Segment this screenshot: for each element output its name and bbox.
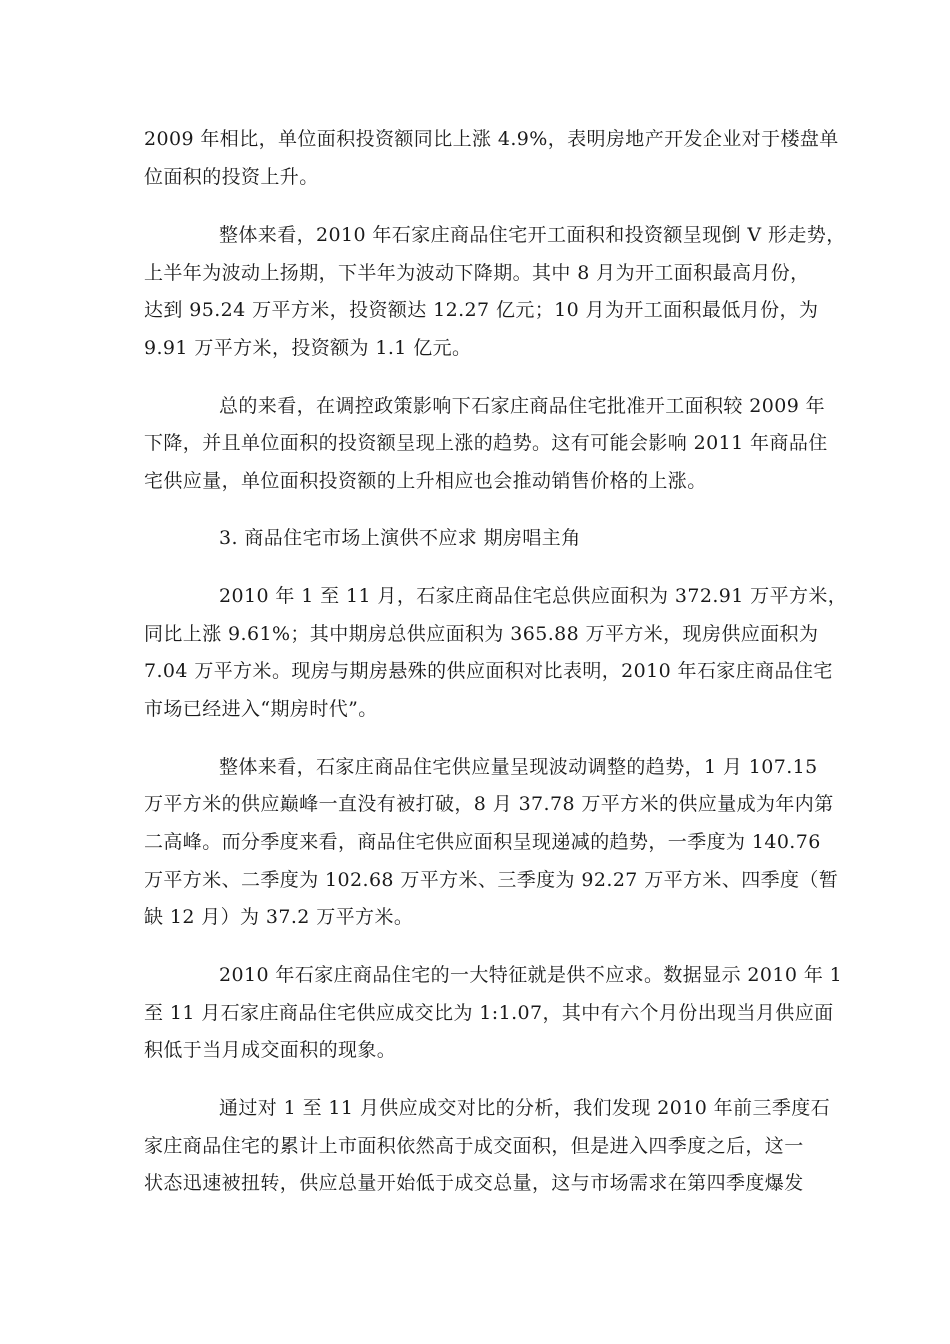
paragraph-7-line-2: 家庄商品住宅的累计上市面积依然高于成交面积，但是进入四季度之后，这一 xyxy=(144,1135,804,1157)
paragraph-7-line-3: 状态迅速被扭转，供应总量开始低于成交总量，这与市场需求在第四季度爆发 xyxy=(144,1172,804,1194)
paragraph-5-line-1: 整体来看，石家庄商品住宅供应量呈现波动调整的趋势，1 月 107.15 xyxy=(219,756,818,778)
paragraph-5-line-4: 万平方米、二季度为 102.68 万平方米、三季度为 92.27 万平方米、四季度（暂 xyxy=(144,869,839,891)
section-heading: 3. 商品住宅市场上演供不应求 期房唱主角 xyxy=(219,527,581,549)
paragraph-2-line-4: 9.91 万平方米，投资额为 1.1 亿元。 xyxy=(144,337,472,359)
paragraph-4-line-4: 市场已经进入“期房时代”。 xyxy=(144,698,378,720)
paragraph-4-line-1: 2010 年 1 至 11 月，石家庄商品住宅总供应面积为 372.91 万平方米， xyxy=(219,585,848,607)
paragraph-6-line-1: 2010 年石家庄商品住宅的一大特征就是供不应求。数据显示 2010 年 1 xyxy=(219,964,843,986)
paragraph-5-line-2: 万平方米的供应巅峰一直没有被打破，8 月 37.78 万平方米的供应量成为年内第 xyxy=(144,793,834,815)
paragraph-1-line-2: 位面积的投资上升。 xyxy=(144,166,319,188)
paragraph-3-line-1: 总的来看，在调控政策影响下石家庄商品住宅批准开工面积较 2009 年 xyxy=(219,395,826,417)
paragraph-6-line-2: 至 11 月石家庄商品住宅供应成交比为 1:1.07，其中有六个月份出现当月供应面 xyxy=(144,1002,834,1024)
paragraph-2-line-1: 整体来看，2010 年石家庄商品住宅开工面积和投资额呈现倒 V 形走势， xyxy=(219,224,846,246)
paragraph-4-line-2: 同比上涨 9.61%；其中期房总供应面积为 365.88 万平方米，现房供应面积为 xyxy=(144,623,819,645)
paragraph-7-line-1: 通过对 1 至 11 月供应成交对比的分析，我们发现 2010 年前三季度石 xyxy=(219,1097,831,1119)
paragraph-1-line-1: 2009 年相比，单位面积投资额同比上涨 4.9%，表明房地产开发企业对于楼盘单 xyxy=(144,128,839,150)
paragraph-6-line-3: 积低于当月成交面积的现象。 xyxy=(144,1039,397,1061)
paragraph-5-line-5: 缺 12 月）为 37.2 万平方米。 xyxy=(144,906,414,928)
paragraph-2-line-3: 达到 95.24 万平方米，投资额达 12.27 亿元；10 月为开工面积最低月份，为 xyxy=(144,299,819,321)
paragraph-3-line-2: 下降，并且单位面积的投资额呈现上涨的趋势。这有可能会影响 2011 年商品住 xyxy=(144,432,828,454)
paragraph-5-line-3: 二高峰。而分季度来看，商品住宅供应面积呈现递减的趋势，一季度为 140.76 xyxy=(144,831,821,853)
paragraph-3-line-3: 宅供应量，单位面积投资额的上升相应也会推动销售价格的上涨。 xyxy=(144,470,707,492)
paragraph-4-line-3: 7.04 万平方米。现房与期房悬殊的供应面积对比表明，2010 年石家庄商品住宅 xyxy=(144,660,833,682)
paragraph-2-line-2: 上半年为波动上扬期，下半年为波动下降期。其中 8 月为开工面积最高月份， xyxy=(144,262,810,284)
